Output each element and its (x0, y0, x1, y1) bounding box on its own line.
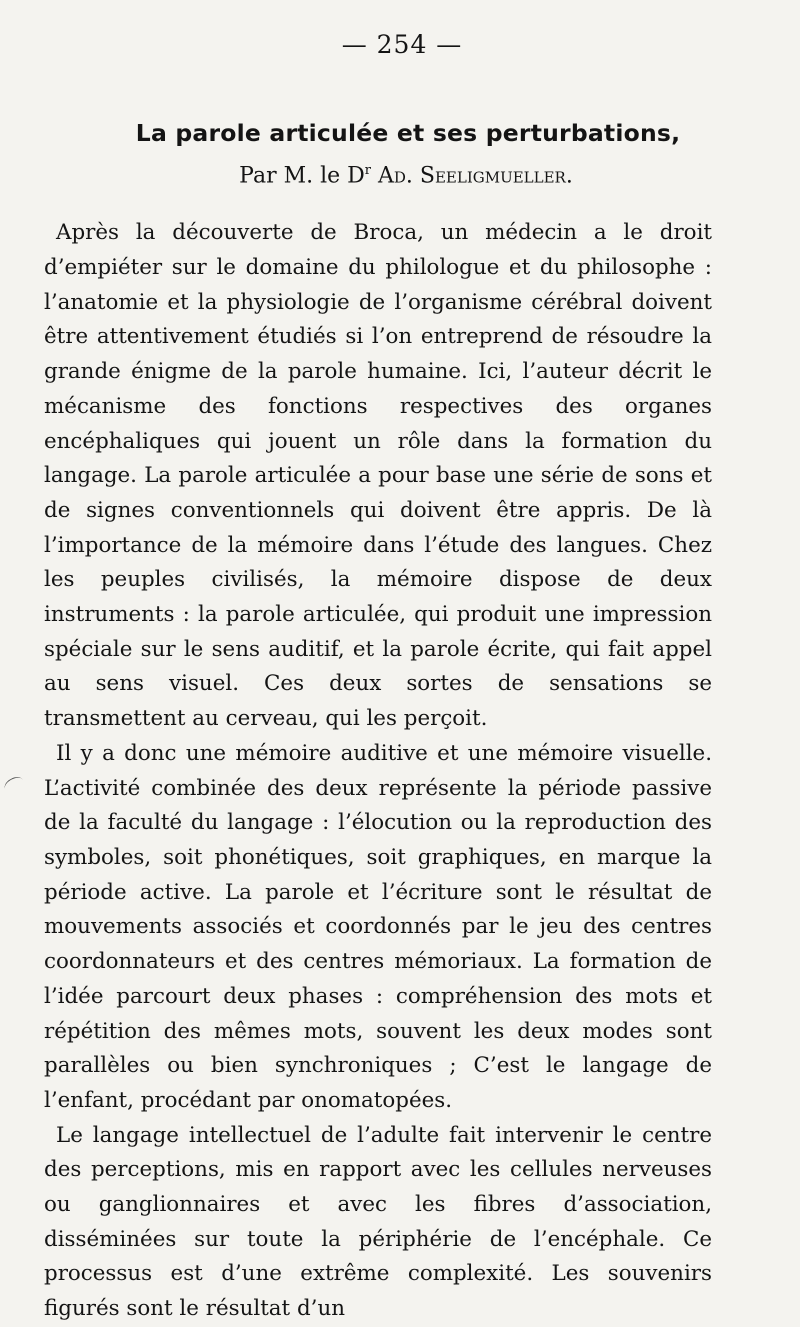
article-title: La parole articulée et ses perturbations, (135, 119, 681, 147)
paragraph-3: Le langage intellectuel de l’adulte fait intervenir le centre des perceptions, mis en rapport avec les cellules nerveuses ou ganglionnaires et avec les fibres d’association, disséminées sur toute la périphérie de l’encéphale. Ce processus est d’une extrême complexité. Les souvenirs figurés sont le résultat d’un (44, 1122, 712, 1322)
byline-prefix: Par M. le D (239, 163, 365, 189)
margin-pencil-mark (2, 774, 26, 795)
article-byline (44, 163, 712, 188)
byline-dr-superscript: r (364, 163, 371, 178)
paragraph-2: Il y a donc une mémoire auditive et une mémoire visuelle. L’activité combinée des deux représente la période passive de la faculté du langage : l’élocution ou la reproduction des symboles, soit phonétiques, soit graphiques, en marque la période active. La parole et l’écriture sont le résultat de mouvements associés et coordonnés par le jeu des centres coordonnateurs et des centres mémoriaux. La formation de l’idée parcourt deux phases : compréhension des mots et répétition des mêmes mots, souvent les deux modes sont parallèles ou bien synchroniques ; C’est le langage de l’enfant, procédant par onomatopées. (44, 740, 712, 1113)
page-number: — 254 — (341, 30, 463, 59)
byline-author: Ad. Seeligmueller. (371, 163, 573, 189)
paragraph-1: Après la découverte de Broca, un médecin a le droit d’empiéter sur le domaine du philologue et du philosophe : l’anatomie et la physiologie de l’organisme cérébral doivent être attentivement étudiés si l’on entreprend de résoudre la grande énigme de la parole humaine. Ici, l’auteur décrit le mécanisme des fonctions respectives des organes encéphaliques qui jouent un rôle dans la formation du langage. La parole articulée a pour base une série de sons et de signes conventionnels qui doivent être appris. De là l’importance de la mémoire dans l’étude des langues. Chez les peuples civilisés, la mémoire dispose de deux instruments : la parole articulée, qui produit une impression spéciale sur le sens auditif, et la parole écrite, qui fait appel au sens visuel. Ces deux sortes de sensations se transmettent au cerveau, qui les perçoit. (44, 220, 712, 732)
article-body (44, 216, 712, 1327)
